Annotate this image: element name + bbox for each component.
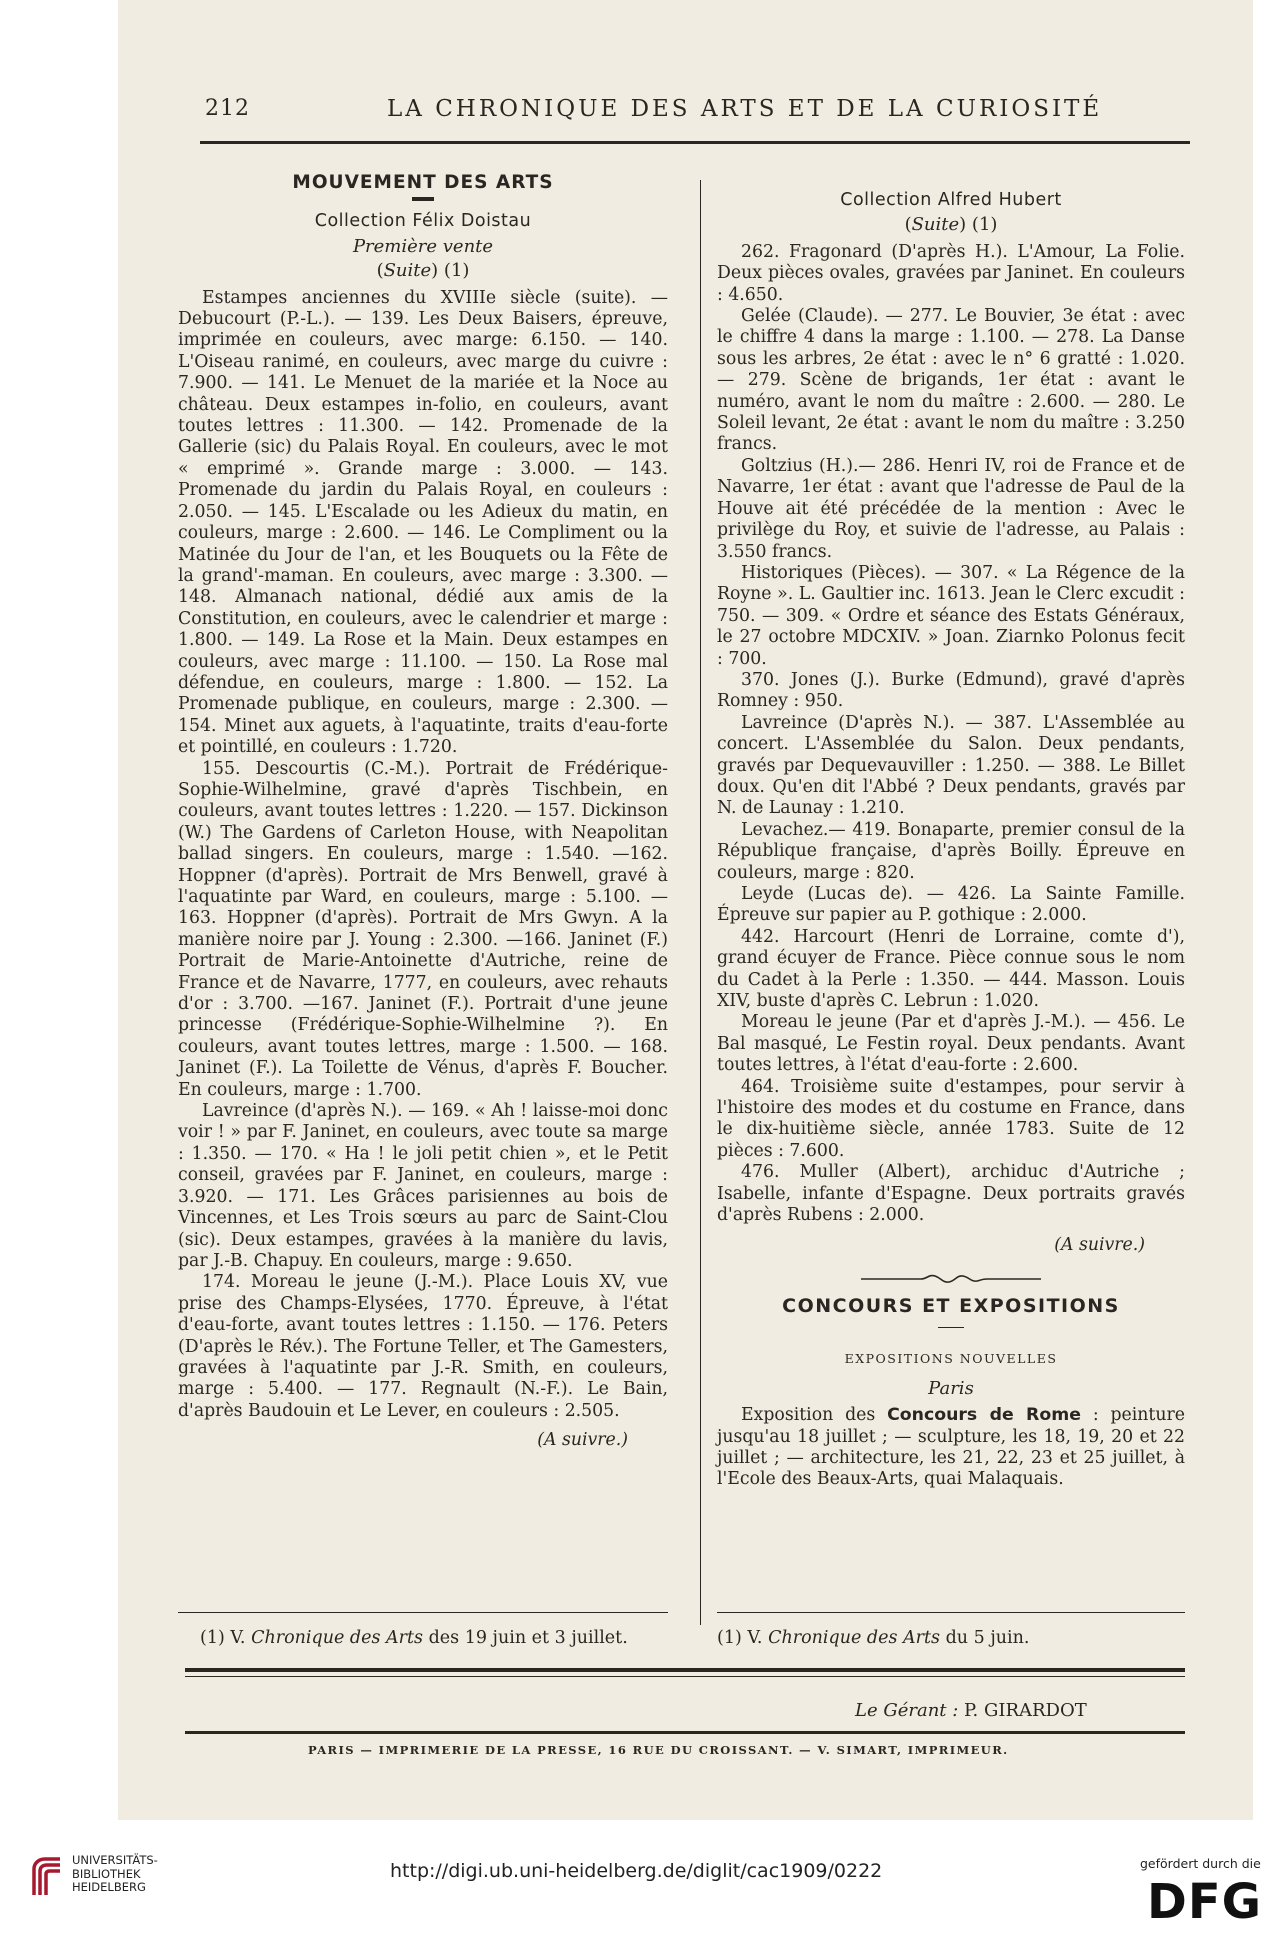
- ub-line: HEIDELBERG: [72, 1880, 146, 1894]
- suite-line-right: (Suite) (1): [904, 214, 998, 236]
- place-heading: Paris: [928, 1377, 974, 1399]
- right-column: [717, 168, 1185, 1491]
- gerant-name: P. GIRARDOT: [964, 1700, 1087, 1721]
- paragraph: Estampes anciennes du XVIIIe siècle (suite). — Debucourt (P.-L.). — 139. Les Deux Baisers, épreuve, imprimée en couleurs, avec marge: 6.150. — 140. L'Oiseau ranimé, en couleurs, avec marge du cuivre : 7.900. — 141. Le Menuet de la mariée et la Noce au château. Deux estampes in-folio, en couleurs, avant toutes lettres : 11.300. — 142. Promenade de la Gallerie (sic) du Palais Royal. En couleurs, avec le mot « emprimé ». Grande marge : 3.000. — 143. Promenade du jardin du Palais Royal, en couleurs : 2.050. — 145. L'Escalade ou les Adieux du matin, en couleurs, marge : 2.600. — 146. Le Compliment ou la Matinée du Jour de l'an, et les Bouquets ou la Fête de la grand'-maman. En couleurs, avec marge : 3.300. — 148. Almanach national, dédié aux amis de la Constitution, en couleurs, avec le calendrier et marge : 1.800. — 149. La Rose et la Main. Deux estampes en couleurs, avec marge : 11.100. — 150. La Rose mal défendue, en couleurs, marge : 1.800. — 152. La Promenade publique, en couleurs, marge : 2.300. — 154. Minet aux aguets, à l'aquatinte, traits d'eau-forte et pointillé, en couleurs : 1.720.: [178, 287, 668, 758]
- footnote-suffix: du 5 juin.: [945, 1628, 1030, 1648]
- exposition-paragraph: [717, 1405, 1185, 1491]
- footnote-prefix: (1) V.: [717, 1628, 763, 1648]
- paragraph: Lavreince (d'après N.). — 169. « Ah ! laisse-moi donc voir ! » par F. Janinet, en couleurs, avec toute sa marge : 1.350. — 170. « Ha ! le joli petit chien », et le Petit conseil, gravées par F. Janinet, en couleurs, marge : 3.920. — 171. Les Grâces parisiennes au bois de Vincennes, et Les Trois sœurs au parc de Saint-Clou (sic). Deux estampes, gravées à la manière du lavis, par J.-B. Chapuy. En couleurs, marge : 9.650.: [178, 1101, 668, 1271]
- paragraph: Leyde (Lucas de). — 426. La Sainte Famille. Épreuve sur papier au P. gothique : 2.000.: [717, 884, 1185, 926]
- paragraph: Moreau le jeune (Par et d'après J.-M.). — 456. Le Bal masqué, Le Festin royal. Deux pendants. Avant toutes lettres, à l'état d'eau-forte : 2.600.: [717, 1012, 1185, 1076]
- collection-title-hubert: Collection Alfred Hubert: [840, 190, 1062, 210]
- running-title: LA CHRONIQUE DES ARTS ET DE LA CURIOSITÉ: [387, 96, 1103, 122]
- paragraph: 370. Jones (J.). Burke (Edmund), gravé d'après Romney : 950.: [717, 669, 1185, 712]
- suite-note: (1): [971, 214, 998, 236]
- section-title: MOUVEMENT DES ARTS: [292, 172, 554, 193]
- ub-line: UNIVERSITÄTS-: [72, 1853, 158, 1867]
- paragraph: 476. Muller (Albert), archiduc d'Autriche ; Isabelle, infante d'Espagne. Deux portraits gravés d'après Rubens : 2.000.: [717, 1162, 1185, 1226]
- footnote-rule-right: [717, 1612, 1185, 1613]
- paragraph: 442. Harcourt (Henri de Lorraine, comte d'), grand écuyer de France. Pièce connue sous le nom du Cadet à la Perle : 1.350. — 444. Masson. Louis XIV, buste d'après C. Lebrun : 1.020.: [717, 926, 1185, 1012]
- footnote-suffix: des 19 juin et 3 juillet.: [428, 1628, 628, 1648]
- paragraph: Goltzius (H.).— 286. Henri IV, roi de France et de Navarre, 1er état : avant que l'adresse de Paul de la Houve ait été précédée de la mention : Avec le privilège du Roy, et suivie de l'adresse, au Palais : 3.550 francs.: [717, 455, 1185, 562]
- paragraph: Gelée (Claude). — 277. Le Bouvier, 3e état : avec le chiffre 4 dans la marge : 1.100. — 278. La Danse sous les arbres, 2e état : avec le n° 6 gratté : 1.020. — 279. Scène de brigands, 1er état : avant le numéro, avant le nom du maître : 2.600. — 280. Le Soleil levant, 2e état : avant le nom du maître : 3.250 francs.: [717, 306, 1185, 455]
- paragraph: Levachez.— 419. Bonaparte, premier consul de la République française, d'après Boilly. Épreuve en couleurs, marge : 820.: [717, 819, 1185, 883]
- a-suivre-left: (A suivre.): [537, 1430, 628, 1451]
- suite-line-left: (Suite) (1): [376, 260, 470, 282]
- dfg-caption: gefördert durch die: [1140, 1856, 1261, 1871]
- a-suivre-right: (A suivre.): [1054, 1234, 1145, 1255]
- page-number: 212: [205, 96, 250, 121]
- source-url[interactable]: http://digi.ub.uni-heidelberg.de/diglit/cac1909/0222: [390, 1860, 883, 1882]
- expo-lead: Exposition des: [741, 1405, 876, 1426]
- concours-title: CONCOURS ET EXPOSITIONS: [782, 1294, 1120, 1317]
- paragraph: 464. Troisième suite d'estampes, pour servir à l'histoire des modes et du costume en France, dans le dix-huitième siècle, année 1783. Suite de 12 pièces : 7.600.: [717, 1076, 1185, 1161]
- bottom-rule-thick: [185, 1668, 1185, 1672]
- paragraph: 155. Descourtis (C.-M.). Portrait de Frédérique-Sophie-Wilhelmine, gravé d'après Tischbein, en couleurs, avant toutes lettres : 1.220. — 157. Dickinson (W.) The Gardens of Carleton House, with Neapolitan ballad singers. En couleurs, marge : 1.540. —162. Hoppner (d'après). Portrait de Mrs Benwell, gravé à l'aquatinte par Ward, en couleurs, marge : 5.100. — 163. Hoppner (d'après). Portrait de Mrs Gwyn. A la manière noire par J. Young : 2.300. —166. Janinet (F.) Portrait de Marie-Antoinette d'Autriche, reine de France et de Navarre, 1777, en couleurs, avec rehauts d'or : 3.700. —167. Janinet (F.). Portrait d'une jeune princesse (Frédérique-Sophie-Wilhelmine ?). En couleurs, avant toutes lettres, marge : 1.500. — 168. Janinet (F.). La Toilette de Vénus, d'après F. Boucher. En couleurs, marge : 1.700.: [178, 758, 668, 1100]
- suite-word: Suite: [383, 260, 432, 282]
- sale-subtitle: Première vente: [352, 235, 494, 257]
- footnote-title: Chronique des Arts: [251, 1628, 424, 1648]
- small-dash: [938, 1327, 964, 1328]
- header-rule: [200, 141, 1190, 144]
- footnote-left: [200, 1628, 628, 1648]
- ub-heidelberg-logo-icon: [30, 1855, 66, 1899]
- footnote-prefix: (1) V.: [200, 1628, 246, 1648]
- ub-line: BIBLIOTHEK: [72, 1866, 141, 1881]
- paragraph: Lavreince (D'après N.). — 387. L'Assemblée au concert. L'Assemblée du Salon. Deux pendants, gravés par Dequevauviller : 1.250. — 388. Le Billet doux. Qu'en dit l'Abbé ? Deux pendants, gravés par N. de Launay : 1.210.: [717, 712, 1185, 819]
- expo-bold: Concours de Rome: [887, 1405, 1081, 1426]
- gerant-line: [855, 1700, 1087, 1721]
- section-dash: [412, 197, 434, 201]
- dfg-logo-icon: DFG: [1147, 1874, 1263, 1930]
- footnote-rule-left: [178, 1612, 668, 1613]
- footnote-title: Chronique des Arts: [768, 1628, 941, 1648]
- imprint-rule: [185, 1731, 1185, 1734]
- expositions-label: EXPOSITIONS NOUVELLES: [844, 1351, 1058, 1367]
- paragraph: Historiques (Pièces). — 307. « La Régence de la Royne ». L. Gaultier inc. 1613. Jean le Clerc excudit : 750. — 309. « Ordre et séance des Estats Généraux, le 27 octobre MDCXIV. » Joan. Ziarnko Polonus fecit : 700.: [717, 562, 1185, 669]
- gerant-label: Le Gérant :: [855, 1700, 959, 1721]
- ub-heidelberg-text: [72, 1854, 158, 1895]
- footnote-right: [717, 1628, 1029, 1648]
- left-column: [178, 168, 668, 1452]
- collection-title-doistau: Collection Félix Doistau: [314, 211, 532, 232]
- suite-word: Suite: [911, 214, 960, 236]
- suite-note: (1): [443, 260, 470, 282]
- imprint-line: PARIS — IMPRIMERIE DE LA PRESSE, 16 RUE DU CROISSANT. — V. SIMART, IMPRIMEUR.: [308, 1743, 1009, 1757]
- paragraph: 262. Fragonard (D'après H.). L'Amour, La Folie. Deux pièces ovales, gravées par Janinet. En couleurs : 4.650.: [717, 241, 1185, 305]
- expo-rest: : peinture jusqu'au 18 juillet ; — sculpture, les 18, 19, 20 et 22 juillet ; — architecture, les 21, 22, 23 et 25 juillet, à l'Ecole des Beaux-Arts, quai Malaquais.: [717, 1405, 1185, 1490]
- bottom-rule-thin: [185, 1676, 1185, 1677]
- paragraph: 174. Moreau le jeune (J.-M.). Place Louis XV, vue prise des Champs-Elysées, 1770. Épreuve, à l'état d'eau-forte, avant toutes lettres : 1.150. — 176. Peters (D'après le Rév.). The Fortune Teller, et The Gamesters, gravées à l'aquatinte par J.-R. Smith, en couleurs, marge : 5.400. — 177. Regnault (N.-F.). Le Bain, d'après Baudouin et Le Lever, en couleurs : 2.505.: [178, 1272, 668, 1421]
- ornament-divider: [861, 1272, 1041, 1286]
- column-divider: [700, 180, 701, 1625]
